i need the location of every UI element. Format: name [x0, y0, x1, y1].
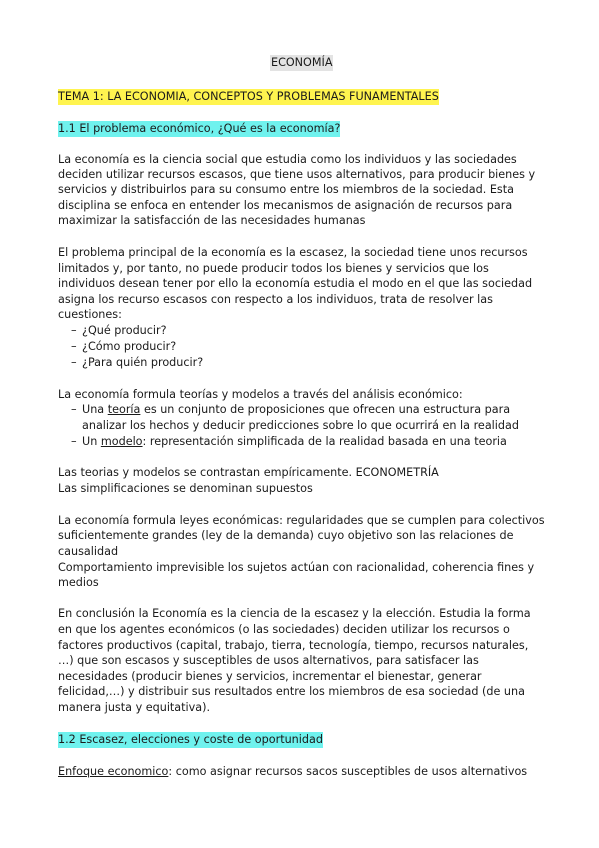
section-heading-1-1: 1.1 El problema económico, ¿Qué es la economía?	[58, 122, 341, 135]
paragraph-enfoque: Enfoque economico: como asignar recursos sacos susceptibles de usos alternativos	[58, 765, 528, 778]
paragraph-line: disciplina se enfoca en entender los mecanismos de asignación de recursos para	[58, 199, 513, 212]
paragraph-line: La economía formula teorías y modelos a través del análisis económico:	[58, 388, 463, 401]
paragraph-line: Comportamiento imprevisible los sujetos actúan con racionalidad, coherencia fines y	[58, 561, 535, 574]
paragraph-line: La economía es la ciencia social que estudia como los individuos y las sociedades	[58, 153, 517, 166]
paragraph-line: deciden utilizar recursos escasos, que tiene usos alternativos, para producir bienes y	[58, 168, 536, 181]
section-heading-1-2: 1.2 Escasez, elecciones y coste de oportunidad	[58, 733, 323, 746]
list-item: – ¿Qué producir?	[71, 324, 167, 337]
paragraph-line: limitados y, por tanto, no puede producir todos los bienes y servicios que los	[58, 262, 489, 275]
paragraph-line: factores productivos (capital, trabajo, tierra, tecnología, tiempo, recursos naturales,	[58, 639, 529, 652]
paragraph-line: analizar los hechos y deducir predicciones sobre lo que ocurrirá en la realidad	[82, 419, 519, 432]
list-item: – ¿Cómo producir?	[71, 340, 177, 353]
term-enfoque: Enfoque economico	[58, 765, 169, 778]
paragraph-line: cuestiones:	[58, 308, 122, 321]
term-modelo: modelo	[100, 435, 143, 448]
paragraph-line: manera justa y equitativa).	[58, 701, 211, 714]
paragraph-line: …) que son escasos y susceptibles de usos alternativos, para satisfacer las	[58, 654, 479, 667]
paragraph-line: La economía formula leyes económicas: regularidades que se cumplen para colectivos	[58, 514, 545, 527]
paragraph-line: En conclusión la Economía es la ciencia de la escasez y la elección. Estudia la forma	[58, 607, 531, 620]
list-item: – ¿Para quién producir?	[71, 356, 204, 369]
paragraph-line: Las teorias y modelos se contrastan empíricamente. ECONOMETRÍA	[58, 466, 439, 479]
list-item-model: – Un modelo: representación simplificada de la realidad basada en una teoria	[71, 435, 507, 448]
paragraph-line: causalidad	[58, 545, 119, 558]
paragraph-line: individuos desean tener por ello la economía estudia el modo en el que las sociedad	[58, 277, 533, 290]
paragraph-line: suficientemente grandes (ley de la demanda) cuyo objetivo son las relaciones de	[58, 529, 514, 542]
term-teoria: teoría	[107, 403, 141, 416]
paragraph-line: Las simplificaciones se denominan supuestos	[58, 482, 313, 495]
paragraph-line: asigna los recurso escasos con respecto a los individuos, trata de resolver las	[58, 293, 493, 306]
paragraph-line: servicios y distribuirlos para su consumo entre los miembros de la sociedad. Esta	[58, 183, 514, 196]
paragraph-line: medios	[58, 576, 99, 589]
paragraph-line: felicidad,…) y distribuir sus resultados entre los miembros de esa sociedad (de una	[58, 685, 525, 698]
paragraph-line: maximizar la satisfacción de las necesidades humanas	[58, 214, 366, 227]
document-title: ECONOMÍA	[271, 56, 333, 69]
paragraph-line: necesidades (producir bienes y servicios, incrementar el bienestar, generar	[58, 670, 482, 683]
chapter-heading: TEMA 1: LA ECONOMIA, CONCEPTOS Y PROBLEMAS FUNAMENTALES	[58, 90, 439, 103]
paragraph-line: El problema principal de la economía es la escasez, la sociedad tiene unos recursos	[58, 246, 528, 259]
paragraph-line: en que los agentes económicos (o las sociedades) deciden utilizar los recursos o	[58, 623, 510, 636]
list-item-theory: – Una teoría es un conjunto de proposiciones que ofrecen una estructura para	[71, 403, 511, 416]
